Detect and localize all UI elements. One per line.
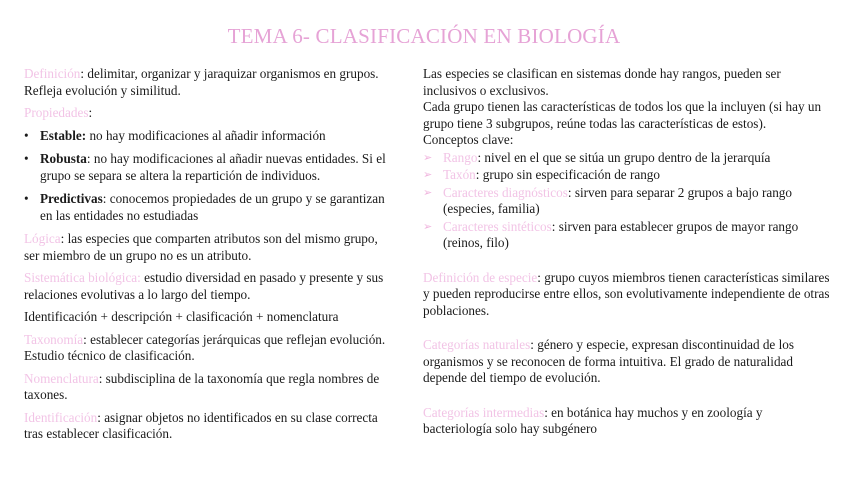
logica-text: : las especies que comparten atributos son del mismo grupo, ser miembro de un grupo no es un atributo.: [24, 231, 378, 263]
bullet-strong: Robusta: [40, 151, 87, 166]
concepto-text: : grupo sin especificación de rango: [475, 167, 660, 182]
rangos-paragraph: Las especies se clasifican en sistemas donde hay rangos, pueden ser inclusivos o exclusivos.: [423, 66, 781, 98]
categorias-intermedias-paragraph: [423, 405, 833, 438]
logica-paragraph: [24, 231, 396, 264]
list-item: [423, 150, 833, 167]
bullet-icon: •: [24, 191, 29, 206]
term-sistematica: Sistemática biológica:: [24, 270, 141, 285]
term-definicion-especie: Definición de especie: [423, 269, 538, 285]
term-taxonomia: Taxonomía: [24, 331, 84, 347]
term-rango: Rango: [443, 149, 478, 165]
page-title: TEMA 6- CLASIFICACIÓN EN BIOLOGÍA: [227, 24, 621, 48]
term-nomenclatura: Nomenclatura: [24, 370, 99, 386]
categorias-naturales-paragraph: [423, 337, 833, 387]
term-definicion: Definición: [24, 66, 81, 81]
left-column: [24, 66, 396, 443]
definicion-text: : delimitar, organizar y jaraquizar organismos en grupos. Refleja evolución y similitud.: [24, 66, 379, 98]
arrow-bullet-icon: ➢: [423, 220, 433, 233]
bullet-text: no hay modificaciones al añadir información: [86, 127, 326, 143]
propiedades-heading: [24, 105, 396, 122]
term-propiedades: Propiedades: [24, 105, 89, 120]
list-item: [423, 219, 833, 252]
bullet-icon: •: [24, 127, 29, 143]
arrow-bullet-icon: ➢: [423, 151, 433, 164]
bullet-text: : conocemos propiedades de un grupo y se garantizan en las entidades no estudiadas: [40, 191, 385, 223]
concepto-text: : nivel en el que se sitúa un grupo dentro de la jerarquía: [477, 149, 771, 165]
list-item: [423, 167, 833, 184]
definicion-especie-text: : grupo cuyos miembros tienen características similares y pueden reproducirse entre ellos, son evolutivamente independiente de otras poblaciones.: [423, 269, 830, 318]
list-item: [24, 151, 396, 184]
sistematica-text: estudio diversidad en pasado y presente y sus relaciones evolutivas a lo largo del tiempo.: [24, 270, 384, 302]
nomenclatura-paragraph: [24, 371, 396, 404]
list-item: [24, 191, 396, 224]
term-caracteres-sinteticos: Caracteres sintéticos: [443, 218, 552, 234]
term-categorias-intermedias: Categorías intermedias: [423, 404, 545, 420]
list-item: [24, 128, 396, 145]
term-caracteres-diagnosticos: Caracteres diagnósticos: [443, 184, 568, 200]
bullet-strong: Predictivas: [40, 191, 103, 206]
list-item: [423, 185, 833, 218]
concepto-text: : sirven para establecer grupos de mayor rango (reinos, filo): [443, 218, 799, 250]
identificacion-text: : asignar objetos no identificados en su clase correcta tras establecer clasificación.: [24, 409, 378, 441]
right-column: [423, 66, 833, 438]
conceptos-heading: Conceptos clave:: [423, 132, 514, 147]
term-taxon: Taxón: [443, 167, 476, 182]
arrow-bullet-icon: ➢: [423, 169, 433, 181]
conceptos-list: [423, 150, 833, 252]
categorias-naturales-text: : género y especie, expresan discontinuidad de los organismos y se reconocen de forma intuitiva. El grado de naturalidad depende del tiempo de evolución.: [423, 337, 794, 385]
propiedades-colon: :: [88, 105, 93, 120]
term-identificacion: Identificación: [24, 409, 98, 425]
definicion-especie-paragraph: [423, 270, 833, 320]
formula-paragraph: Identificación + descripción + clasificación + nomenclatura: [24, 309, 339, 324]
bullet-text: : no hay modificaciones al añadir nuevas entidades. Si el grupo se separa se altera la repartición de individuos.: [40, 151, 386, 183]
nomenclatura-text: : subdisciplina de la taxonomía que regla nombres de taxones.: [24, 370, 380, 402]
taxonomia-text: : establecer categorías jerárquicas que reflejan evolución. Estudio técnico de clasificación.: [24, 331, 386, 363]
concepto-text: : sirven para separar 2 grupos a bajo rango (especies, familia): [443, 184, 792, 216]
definicion-paragraph: [24, 66, 396, 99]
taxonomia-paragraph: [24, 332, 396, 365]
propiedades-list: [24, 128, 396, 225]
term-categorias-naturales: Categorías naturales: [423, 337, 531, 352]
arrow-bullet-icon: ➢: [423, 186, 433, 199]
bullet-icon: •: [24, 151, 29, 166]
identificacion-paragraph: [24, 410, 396, 443]
sistematica-paragraph: [24, 270, 396, 303]
bullet-strong: Estable:: [40, 127, 87, 143]
caracteristicas-paragraph: Cada grupo tienen las características de todos los que la incluyen (si hay un grupo tiene 3 subgrupos, reúne todas las características de estos).: [423, 99, 822, 131]
term-logica: Lógica: [24, 231, 61, 246]
categorias-intermedias-text: : en botánica hay muchos y en zoología y bacteriología solo hay subgénero: [423, 404, 763, 436]
